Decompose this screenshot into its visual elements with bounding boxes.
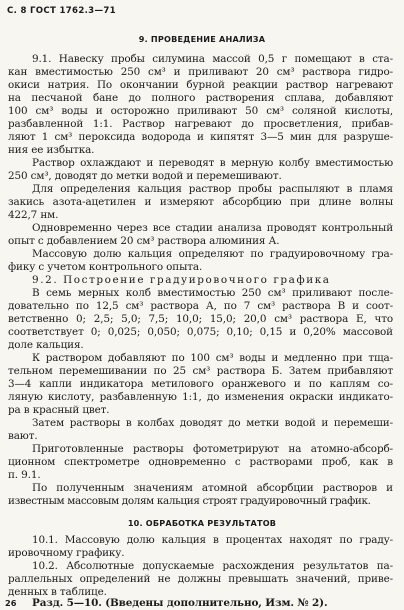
text-line: раллельных определений не должны превышать значений, приве- [8,573,393,585]
page-number: 26 [5,598,17,608]
running-header: С. 8 ГОСТ 1762.3—71 [7,6,116,16]
section-10-title: 10. ОБРАБОТКА РЕЗУЛЬТАТОВ [127,518,277,528]
text-line: 250 см³, доводят до метки водой и перемешивают. [8,170,282,182]
text-line: В семь мерных колб вместимостью 250 см³ приливают после- [32,287,393,299]
subsection-9-2-heading: 9.2. Построение градуировочного графика [32,274,331,286]
text-line: вают. [8,430,38,442]
text-line: ировочному графику. [8,547,125,559]
text-line: кан вместимостью 250 см³ и приливают 20 см³ раствора гидро- [8,66,393,78]
amendment-note: Разд. 5—10. (Введены дополнительно, Изм. № 2). [32,597,328,609]
text-line: ветственно 0; 2,5; 5,0; 7,5; 10,0; 15,0; 20,0 см³ раствора Е, что [8,313,393,325]
text-line: 100 см³ воды и осторожно приливают 50 см³ соляной кислоты, [8,105,393,117]
text-line: 10.1. Массовую долю кальция в процентах находят по граду- [32,534,393,546]
text-line: п. 9.1. [8,469,41,481]
text-line: 9.1. Навеску пробы силумина массой 0,5 г помещают в ста- [32,53,393,65]
text-line: 3—4 капли индикатора метилового оранжевого и по каплям со- [8,378,393,390]
text-line: По полученным значениям атомной абсорбции растворов и [32,482,393,494]
text-line: ра в красный цвет. [8,404,110,416]
text-line: разбавленной 1:1. Раствор нагревают до просветления, прибав- [8,118,393,130]
text-line: денных в таблице. [8,586,107,598]
text-line: Для определения кальция раствор пробы распыляют в пламя [32,183,393,195]
text-line: 10.2. Абсолютные допускаемые расхождения результатов па- [32,560,393,572]
text-line: опыт с добавлением 20 см³ раствора алюминия А. [8,235,280,247]
text-line: К раствором добавляют по 100 см³ воды и медленно при тща- [32,352,393,364]
text-line: ляную кислоту, разбавленную 1:1, до изменения окраски индикато- [8,391,393,403]
text-line: соответствует 0; 0,025; 0,050; 0,075; 0,10; 0,15 и 0,20% массовой [8,326,393,338]
text-line: фику с учетом контрольного опыта. [8,261,203,273]
text-line: закись азота-ацетилен и измеряют абсорбцию при длине волны [8,196,393,208]
text-line: тельном перемешивании по 25 см³ раствора Б. Затем прибавляют [8,365,393,377]
text-line: на песчаной бане до полного растворения сплава, добавляют [8,92,393,104]
text-line: ционном спектрометре одновременно с растворами проб, как в [8,456,393,468]
section-9-title: 9. ПРОВЕДЕНИЕ АНАЛИЗА [138,34,266,44]
text-line: ния ее избытка. [8,144,95,156]
text-line: 422,7 нм. [8,209,59,221]
text-line: Одновременно через все стадии анализа проводят контрольный [32,222,393,234]
text-line: Массовую долю кальция определяют по градуировочному гра- [32,248,393,260]
text-line: довательно по 12,5 см³ раствора А, по 7 см³ раствора В и соот- [8,300,393,312]
text-line: Приготовленные растворы фотометрируют на атомно-абсорб- [32,443,393,455]
text-line: известным массовым долям кальция строят градуировочный график. [8,495,371,507]
text-line: доле кальция. [8,339,84,351]
text-line: окиси натрия. По окончании бурной реакции раствор нагревают [8,79,393,91]
text-line: Затем растворы в колбах доводят до метки водой и перемеши- [32,417,393,429]
text-line: ляют 1 см³ пероксида водорода и кипятят 3—5 мин для разруше- [8,131,393,143]
text-line: Раствор охлаждают и переводят в мерную колбу вместимостью [32,157,393,169]
